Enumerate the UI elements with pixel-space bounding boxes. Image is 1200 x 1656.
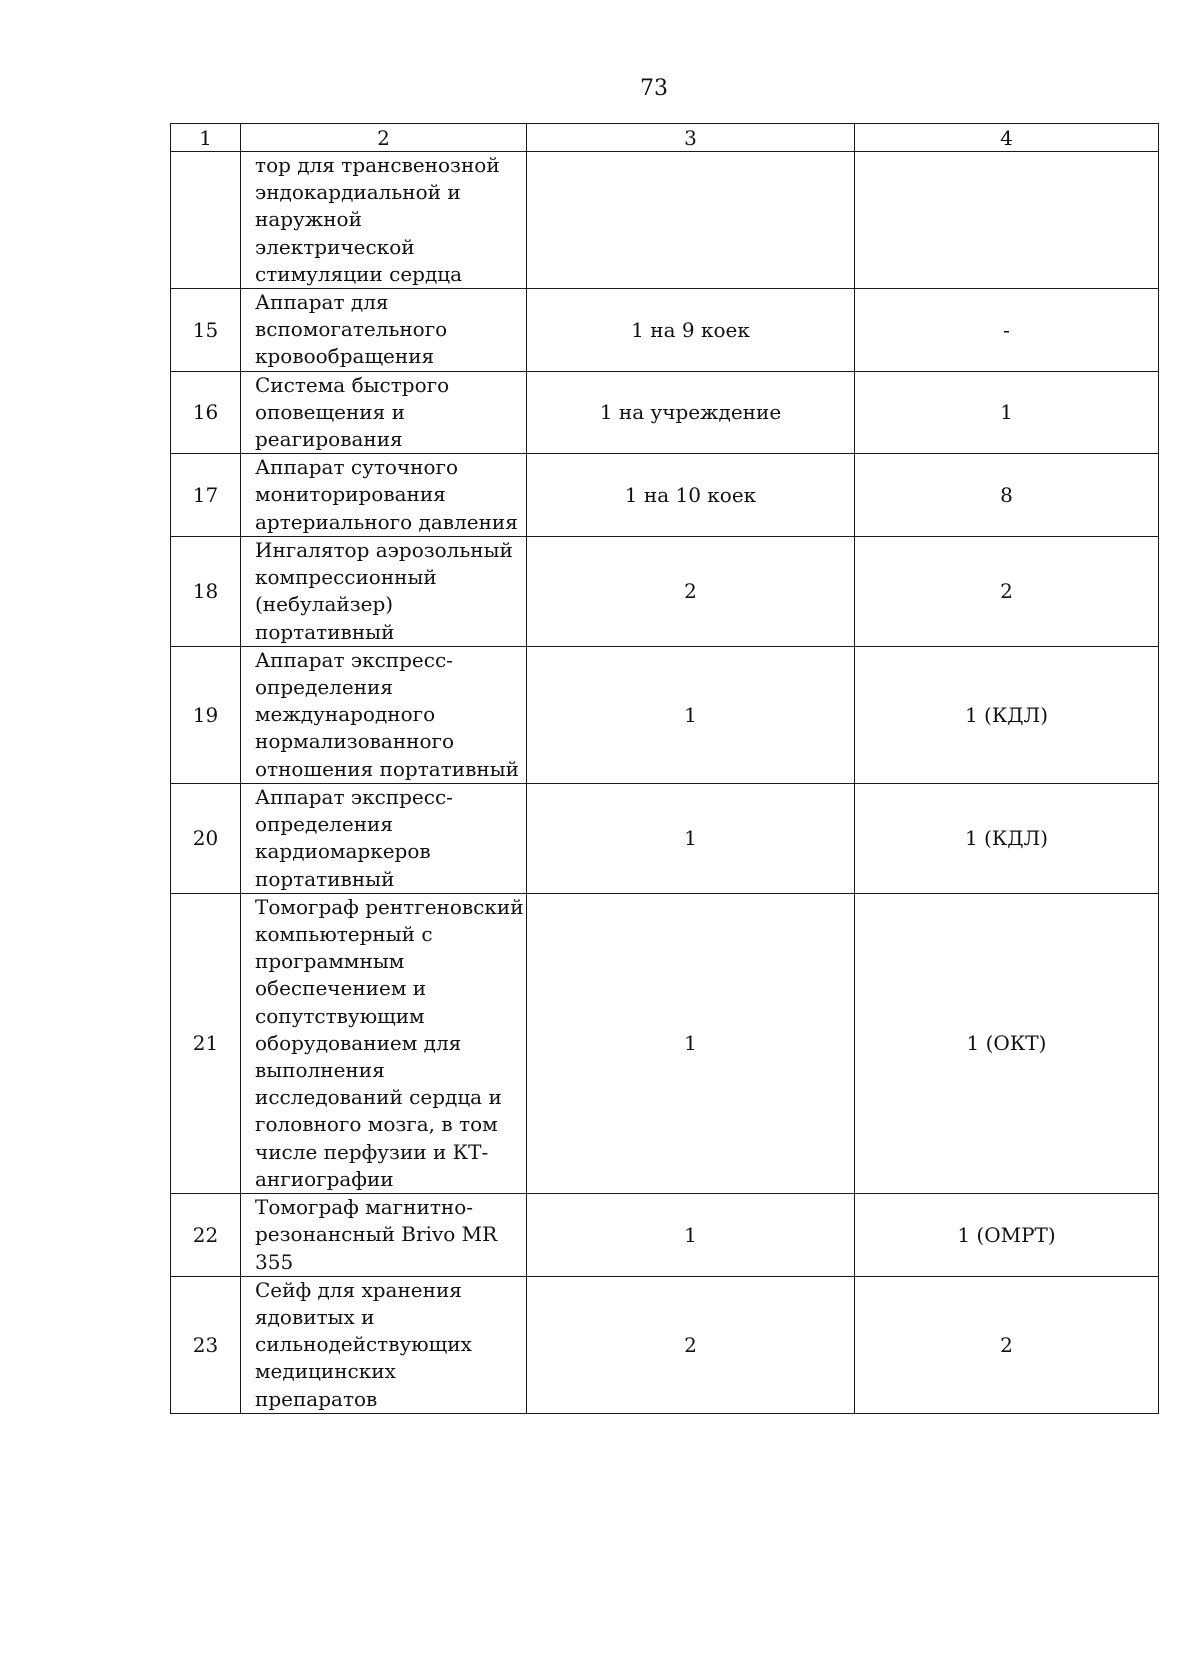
quantity-actual [855, 152, 1159, 289]
table-row [171, 289, 1159, 372]
equipment-table [170, 123, 1159, 1414]
table-row [171, 371, 1159, 454]
table-row [171, 536, 1159, 646]
equipment-name: Система быстрого оповещения и реагирования [241, 371, 527, 454]
equipment-name: Аппарат экспресс- определения международного нормализованного отношения портативный [241, 646, 527, 783]
table-row [171, 783, 1159, 893]
quantity-standard [527, 152, 855, 289]
quantity-standard: 1 [527, 1194, 855, 1277]
row-number: 22 [171, 1194, 241, 1277]
row-number: 17 [171, 454, 241, 537]
row-number [171, 152, 241, 289]
row-number: 19 [171, 646, 241, 783]
equipment-name: Томограф магнитно- резонансный Brivo MR 355 [241, 1194, 527, 1277]
table-row [171, 1194, 1159, 1277]
quantity-standard: 2 [527, 536, 855, 646]
quantity-actual: 1 [855, 371, 1159, 454]
quantity-standard: 1 [527, 783, 855, 893]
quantity-standard: 2 [527, 1276, 855, 1413]
row-number: 20 [171, 783, 241, 893]
equipment-name: Ингалятор аэрозольный компрессионный (небулайзер) портативный [241, 536, 527, 646]
header-col-3: 3 [527, 124, 855, 152]
row-number: 16 [171, 371, 241, 454]
quantity-standard: 1 на 10 коек [527, 454, 855, 537]
header-col-2: 2 [241, 124, 527, 152]
equipment-name: Томограф рентгеновский компьютерный с программным обеспечением и сопутствующим оборудованием для выполнения исследований сердца и головного мозга, в том числе перфузии и КТ- ангиографии [241, 893, 527, 1193]
quantity-standard: 1 [527, 893, 855, 1193]
header-col-4: 4 [855, 124, 1159, 152]
row-number: 15 [171, 289, 241, 372]
row-number: 21 [171, 893, 241, 1193]
quantity-standard: 1 на 9 коек [527, 289, 855, 372]
equipment-name: Аппарат суточного мониторирования артериального давления [241, 454, 527, 537]
equipment-name: Сейф для хранения ядовитых и сильнодействующих медицинских препаратов [241, 1276, 527, 1413]
equipment-name: Аппарат экспресс- определения кардиомаркеров портативный [241, 783, 527, 893]
header-col-1: 1 [171, 124, 241, 152]
table-header-row [171, 124, 1159, 152]
quantity-actual: - [855, 289, 1159, 372]
quantity-standard: 1 на учреждение [527, 371, 855, 454]
equipment-name: Аппарат для вспомогательного кровообращения [241, 289, 527, 372]
page-number: 73 [640, 76, 668, 101]
quantity-actual: 1 (ОМРТ) [855, 1194, 1159, 1277]
quantity-actual: 1 (КДЛ) [855, 646, 1159, 783]
table-row [171, 646, 1159, 783]
quantity-actual: 2 [855, 536, 1159, 646]
quantity-actual: 8 [855, 454, 1159, 537]
quantity-standard: 1 [527, 646, 855, 783]
table-row [171, 893, 1159, 1193]
row-number: 18 [171, 536, 241, 646]
quantity-actual: 1 (ОКТ) [855, 893, 1159, 1193]
table-row [171, 1276, 1159, 1413]
equipment-name: тор для трансвенозной эндокардиальной и наружной электрической стимуляции сердца [241, 152, 527, 289]
table-row [171, 152, 1159, 289]
row-number: 23 [171, 1276, 241, 1413]
quantity-actual: 1 (КДЛ) [855, 783, 1159, 893]
quantity-actual: 2 [855, 1276, 1159, 1413]
table-row [171, 454, 1159, 537]
